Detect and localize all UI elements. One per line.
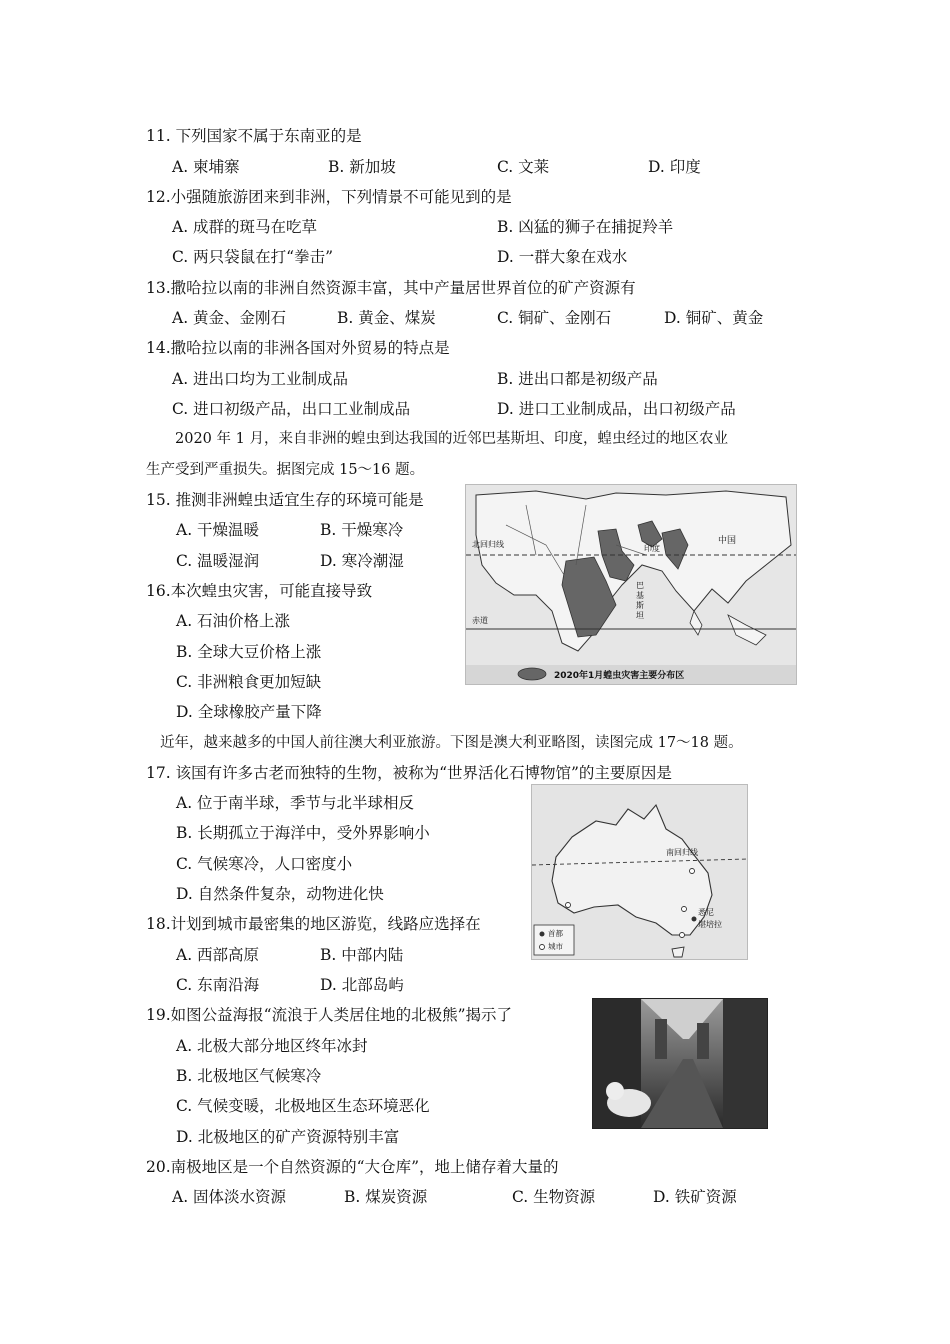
question-11-option-b: B. 新加坡 <box>328 158 396 176</box>
question-13-option-b: B. 黄金、煤炭 <box>337 309 436 327</box>
question-20-option-a: A. 固体淡水资源 <box>172 1188 287 1206</box>
sydney-label: 悉尼 <box>698 908 714 917</box>
question-11-option-c: C. 文莱 <box>497 158 550 176</box>
china-label: 中国 <box>718 536 737 546</box>
question-13-option-a: A. 黄金、金刚石 <box>172 309 287 327</box>
question-18-option-d: D. 北部岛屿 <box>320 976 404 994</box>
passage-locust-line1: 2020 年 1 月，来自非洲的蝗虫到达我国的近邻巴基斯坦、印度，蝗虫经过的地区农业 <box>175 431 728 447</box>
question-13-option-d: D. 铜矿、黄金 <box>664 309 764 327</box>
question-16-option-a: A. 石油价格上涨 <box>176 612 291 630</box>
tropic-of-capricorn-label: 南回归线 <box>666 848 698 857</box>
question-20-option-d: D. 铁矿资源 <box>653 1188 737 1206</box>
locust-map <box>465 484 797 685</box>
passage-locust-line2: 生产受到严重损失。据图完成 15～16 题。 <box>146 462 425 478</box>
question-12-option-c: C. 两只袋鼠在打“拳击” <box>172 248 334 266</box>
question-18-option-a: A. 西部高原 <box>176 946 260 964</box>
passage-australia: 近年，越来越多的中国人前往澳大利亚旅游。下图是澳大利亚略图，读图完成 17～18 题。 <box>160 735 743 751</box>
question-13-stem: 13.撒哈拉以南的非洲自然资源丰富，其中产量居世界首位的矿产资源有 <box>146 279 636 297</box>
equator-label: 赤道 <box>472 616 488 625</box>
question-13-option-c: C. 铜矿、金刚石 <box>497 309 612 327</box>
question-18-option-b: B. 中部内陆 <box>320 946 404 964</box>
legend-city: 城市 <box>548 942 563 951</box>
question-19-option-c: C. 气候变暖，北极地区生态环境恶化 <box>176 1097 430 1115</box>
tropic-of-cancer-label: 北回归线 <box>472 540 504 549</box>
question-15-option-d: D. 寒冷潮湿 <box>320 552 404 570</box>
question-15-option-a: A. 干燥温暖 <box>176 521 260 539</box>
question-19-option-d: D. 北极地区的矿产资源特别丰富 <box>176 1128 400 1146</box>
question-17-option-a: A. 位于南半球，季节与北半球相反 <box>176 794 415 812</box>
india-label: 印度 <box>644 544 660 553</box>
question-15-stem: 15. 推测非洲蝗虫适宜生存的环境可能是 <box>146 491 424 509</box>
question-17-stem: 17. 该国有许多古老而独特的生物，被称为“世界活化石博物馆”的主要原因是 <box>146 764 672 782</box>
question-17-option-b: B. 长期孤立于海洋中，受外界影响小 <box>176 824 430 842</box>
question-14-option-a: A. 进出口均为工业制成品 <box>172 370 349 388</box>
australia-map <box>531 784 748 960</box>
canberra-label: 堪培拉 <box>698 920 722 929</box>
question-15-option-c: C. 温暖湿润 <box>176 552 260 570</box>
question-11-option-d: D. 印度 <box>648 158 701 176</box>
question-19-stem: 19.如图公益海报“流浪于人类居住地的北极熊”揭示了 <box>146 1006 512 1024</box>
question-14-stem: 14.撒哈拉以南的非洲各国对外贸易的特点是 <box>146 339 450 357</box>
question-16-option-d: D. 全球橡胶产量下降 <box>176 703 322 721</box>
legend-capital: 首都 <box>548 929 563 938</box>
question-15-option-b: B. 干燥寒冷 <box>320 521 404 539</box>
question-12-stem: 12.小强随旅游团来到非洲，下列情景不可能见到的是 <box>146 188 512 206</box>
question-11-stem: 11. 下列国家不属于东南亚的是 <box>146 127 362 145</box>
polar-bear-poster-image <box>592 998 768 1129</box>
question-12-option-d: D. 一群大象在戏水 <box>497 248 628 266</box>
question-14-option-b: B. 进出口都是初级产品 <box>497 370 658 388</box>
question-19-option-b: B. 北极地区气候寒冷 <box>176 1067 322 1085</box>
question-16-option-b: B. 全球大豆价格上涨 <box>176 643 322 661</box>
question-17-option-d: D. 自然条件复杂，动物进化快 <box>176 885 384 903</box>
question-20-option-b: B. 煤炭资源 <box>344 1188 428 1206</box>
question-11-option-a: A. 柬埔寨 <box>172 158 240 176</box>
question-20-stem: 20.南极地区是一个自然资源的“大仓库”，地上储存着大量的 <box>146 1158 559 1176</box>
question-19-option-a: A. 北极大部分地区终年冰封 <box>176 1037 368 1055</box>
pakistan-label: 巴 基 斯 坦 <box>636 581 644 620</box>
question-18-option-c: C. 东南沿海 <box>176 976 260 994</box>
question-14-option-c: C. 进口初级产品，出口工业制成品 <box>172 400 411 418</box>
question-12-option-a: A. 成群的斑马在吃草 <box>172 218 318 236</box>
question-16-stem: 16.本次蝗虫灾害，可能直接导致 <box>146 582 373 600</box>
question-17-option-c: C. 气候寒冷，人口密度小 <box>176 855 353 873</box>
question-18-stem: 18.计划到城市最密集的地区游览，线路应选择在 <box>146 915 481 933</box>
locust-map-legend: 2020年1月蝗虫灾害主要分布区 <box>554 671 685 681</box>
question-20-option-c: C. 生物资源 <box>512 1188 596 1206</box>
question-14-option-d: D. 进口工业制成品，出口初级产品 <box>497 400 736 418</box>
question-16-option-c: C. 非洲粮食更加短缺 <box>176 673 322 691</box>
question-12-option-b: B. 凶猛的狮子在捕捉羚羊 <box>497 218 674 236</box>
